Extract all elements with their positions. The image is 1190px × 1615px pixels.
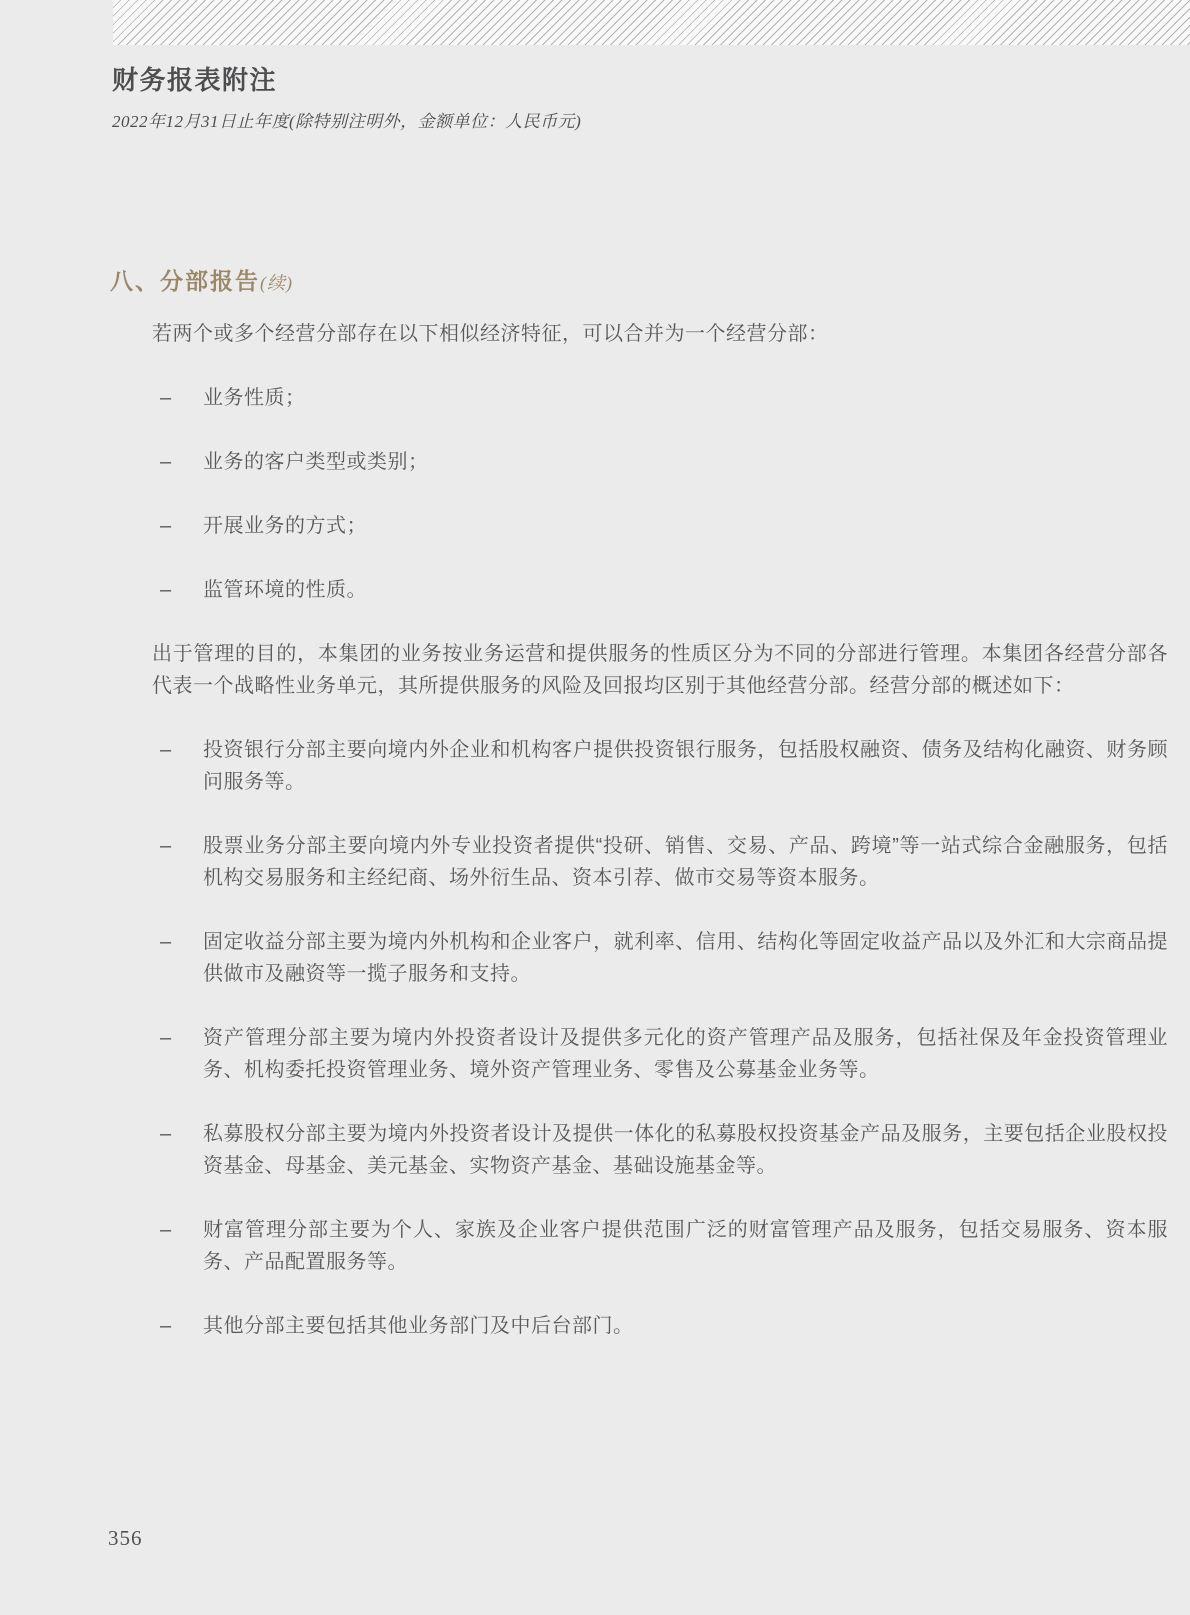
segment-list-item bbox=[152, 1118, 1168, 1182]
segment-list-item bbox=[152, 734, 1168, 798]
document-subtitle: 2022年12月31日止年度(除特别注明外，金额单位：人民币元) bbox=[112, 112, 582, 131]
bullet-dash: – bbox=[160, 515, 172, 537]
segment-list-item bbox=[152, 926, 1168, 990]
bullet-dash: – bbox=[160, 739, 172, 761]
criteria-item-text: 业务性质； bbox=[203, 387, 306, 409]
management-paragraph: 出于管理的目的，本集团的业务按业务运营和提供服务的性质区分为不同的分部进行管理。本集团各经营分部各代表一个战略性业务单元，其所提供服务的风险及回报均区别于其他经营分部。经营分部的概述如下： bbox=[152, 643, 1168, 697]
segment-item-text: 资产管理分部主要为境内外投资者设计及提供多元化的资产管理产品及服务，包括社保及年金投资管理业务、机构委托投资管理业务、境外资产管理业务、零售及公募基金业务等。 bbox=[203, 1027, 1168, 1081]
criteria-list-item bbox=[152, 382, 1168, 414]
segment-list-item bbox=[152, 1022, 1168, 1086]
bullet-dash: – bbox=[160, 579, 172, 601]
intro-paragraph: 若两个或多个经营分部存在以下相似经济特征，可以合并为一个经营分部： bbox=[152, 323, 829, 345]
section-heading-text: 八、分部报告 bbox=[110, 268, 260, 294]
section-heading-continued-label: (续) bbox=[260, 273, 293, 293]
criteria-item-text: 业务的客户类型或类别； bbox=[203, 451, 429, 473]
segment-item-text: 其他分部主要包括其他业务部门及中后台部门。 bbox=[203, 1315, 634, 1337]
page-number: 356 bbox=[108, 1526, 143, 1550]
segment-item-text: 投资银行分部主要向境内外企业和机构客户提供投资银行服务，包括股权融资、债务及结构化融资、财务顾问服务等。 bbox=[203, 739, 1168, 793]
section-body bbox=[152, 318, 1168, 1342]
criteria-item-text: 开展业务的方式； bbox=[203, 515, 367, 537]
document-title: 财务报表附注 bbox=[112, 66, 278, 95]
bullet-dash: – bbox=[160, 835, 172, 857]
segment-item-text: 固定收益分部主要为境内外机构和企业客户，就利率、信用、结构化等固定收益产品以及外汇和大宗商品提供做市及融资等一揽子服务和支持。 bbox=[203, 931, 1168, 985]
segment-item-text: 私募股权分部主要为境内外投资者设计及提供一体化的私募股权投资基金产品及服务，主要包括企业股权投资基金、母基金、美元基金、实物资产基金、基础设施基金等。 bbox=[203, 1123, 1168, 1177]
bullet-dash: – bbox=[160, 1219, 172, 1241]
document-header bbox=[112, 60, 581, 132]
criteria-list-item bbox=[152, 446, 1168, 478]
bullet-dash: – bbox=[160, 387, 172, 409]
bullet-dash: – bbox=[160, 451, 172, 473]
segment-list-item bbox=[152, 830, 1168, 894]
decorative-hatch-band bbox=[113, 0, 1190, 45]
segment-list-item bbox=[152, 1310, 1168, 1342]
segment-item-text: 股票业务分部主要向境内外专业投资者提供“投研、销售、交易、产品、跨境”等一站式综合金融服务，包括机构交易服务和主经纪商、场外衍生品、资本引荐、做市交易等资本服务。 bbox=[203, 835, 1168, 889]
section-heading bbox=[110, 264, 293, 300]
criteria-list-item bbox=[152, 510, 1168, 542]
bullet-dash: – bbox=[160, 1123, 172, 1145]
segment-list-item bbox=[152, 1214, 1168, 1278]
segment-item-text: 财富管理分部主要为个人、家族及企业客户提供范围广泛的财富管理产品及服务，包括交易服务、资本服务、产品配置服务等。 bbox=[203, 1219, 1168, 1273]
criteria-item-text: 监管环境的性质。 bbox=[203, 579, 367, 601]
bullet-dash: – bbox=[160, 1315, 172, 1337]
criteria-list-item bbox=[152, 574, 1168, 606]
bullet-dash: – bbox=[160, 931, 172, 953]
bullet-dash: – bbox=[160, 1027, 172, 1049]
